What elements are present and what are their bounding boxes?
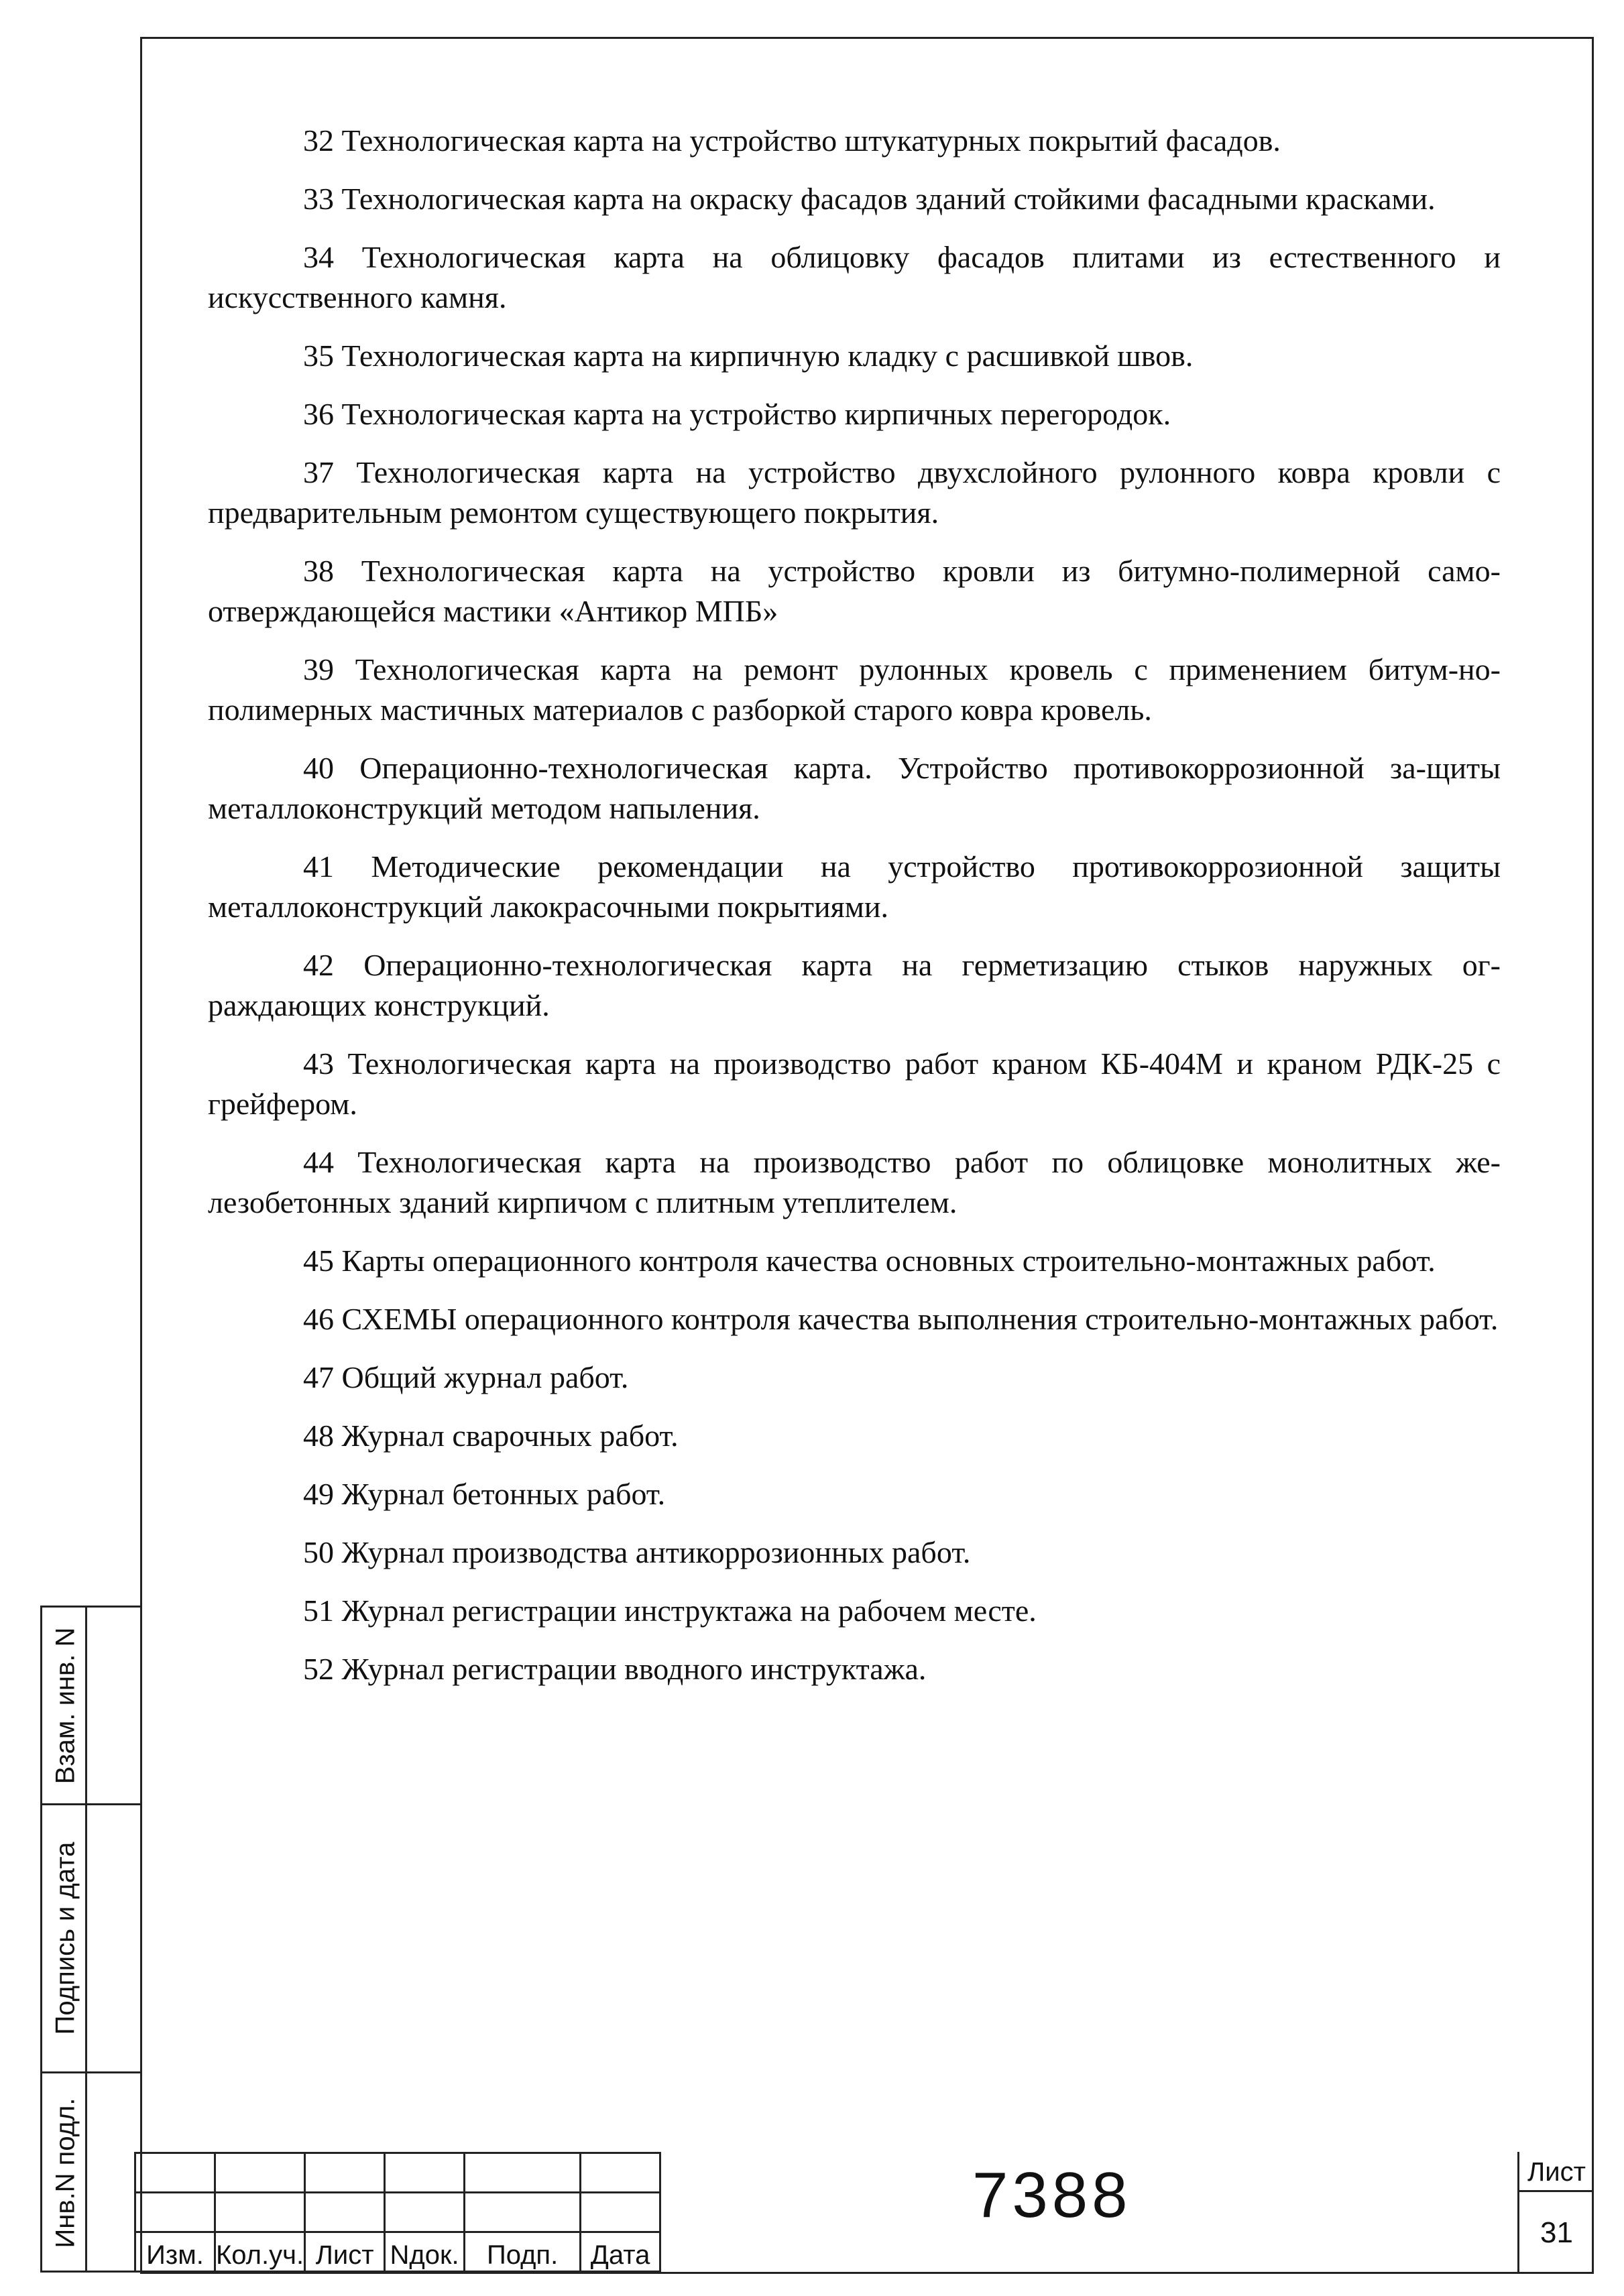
header-list: Лист: [305, 2232, 385, 2272]
list-item: 47 Общий журнал работ.: [303, 1360, 629, 1394]
podpis-data-label: Подпись и дата: [50, 1841, 80, 2035]
header-kol-uch: Кол.уч.: [215, 2232, 305, 2272]
list-item: 48 Журнал сварочных работ.: [303, 1418, 679, 1453]
list-item: 37 Технологическая карта на устройство двухслойного рулонного ковра кровли с предварительным ремонтом существующего покрытия.: [208, 455, 1501, 530]
list-item: 51 Журнал регистрации инструктажа на рабочем месте.: [303, 1593, 1037, 1628]
list-item: 45 Карты операционного контроля качества основных строительно-монтажных работ.: [303, 1244, 1436, 1278]
header-izm: Изм.: [135, 2232, 215, 2272]
list-item: 50 Журнал производства антикоррозионных работ.: [303, 1535, 971, 1569]
list-item: 52 Журнал регистрации вводного инструктажа.: [303, 1652, 927, 1686]
list-item: 40 Операционно-технологическая карта. Устройство противокоррозионной за-щиты металлоконструкций методом напыления.: [208, 751, 1501, 825]
list-item: 36 Технологическая карта на устройство кирпичных перегородок.: [303, 397, 1171, 431]
header-podp: Подп.: [465, 2232, 581, 2272]
list-item: 32 Технологическая карта на устройство штукатурных покрытий фасадов.: [303, 123, 1281, 158]
list-item: 44 Технологическая карта на производство работ по облицовке монолитных же-лезобетонных зданий кирпичом с плитным утеплителем.: [208, 1145, 1501, 1219]
list-item: 46 СХЕМЫ операционного контроля качества выполнения строительно-монтажных работ.: [303, 1302, 1499, 1336]
header-data: Дата: [581, 2232, 660, 2272]
header-ndok: Nдок.: [385, 2232, 465, 2272]
inv-podl-label: Инв.N подл.: [50, 2098, 80, 2248]
vzam-inv-label: Взам. инв. N: [50, 1627, 80, 1784]
list-item: 39 Технологическая карта на ремонт рулонных кровель с применением битум-но-полимерных мастичных материалов с разборкой старого ковра кровель.: [208, 652, 1501, 727]
list-item: 43 Технологическая карта на производство работ краном КБ-404М и краном РДК-25 с грейфером.: [208, 1046, 1501, 1121]
title-block-table: [134, 2152, 661, 2273]
sheet-box: [1517, 2152, 1594, 2274]
list-item: 35 Технологическая карта на кирпичную кладку с расшивкой швов.: [303, 339, 1194, 373]
list-item: 41 Методические рекомендации на устройство противокоррозионной защиты металлоконструкций лакокрасочными покрытиями.: [208, 849, 1501, 924]
list-item: 42 Операционно-технологическая карта на герметизацию стыков наружных ог-раждающих конструкций.: [208, 948, 1501, 1022]
sheet-number: 31: [1540, 2216, 1573, 2249]
document-number: 7388: [972, 2159, 1132, 2231]
list-item: 49 Журнал бетонных работ.: [303, 1477, 666, 1511]
sheet-label: Лист: [1519, 2152, 1594, 2192]
document-body: [208, 121, 1501, 1707]
list-item: 34 Технологическая карта на облицовку фасадов плитами из естественного и искусственного камня.: [208, 240, 1501, 314]
list-item: 33 Технологическая карта на окраску фасадов зданий стойкими фасадными красками.: [303, 182, 1436, 216]
list-item: 38 Технологическая карта на устройство кровли из битумно-полимерной само-отверждающейся мастики «Антикор МПБ»: [208, 554, 1501, 628]
